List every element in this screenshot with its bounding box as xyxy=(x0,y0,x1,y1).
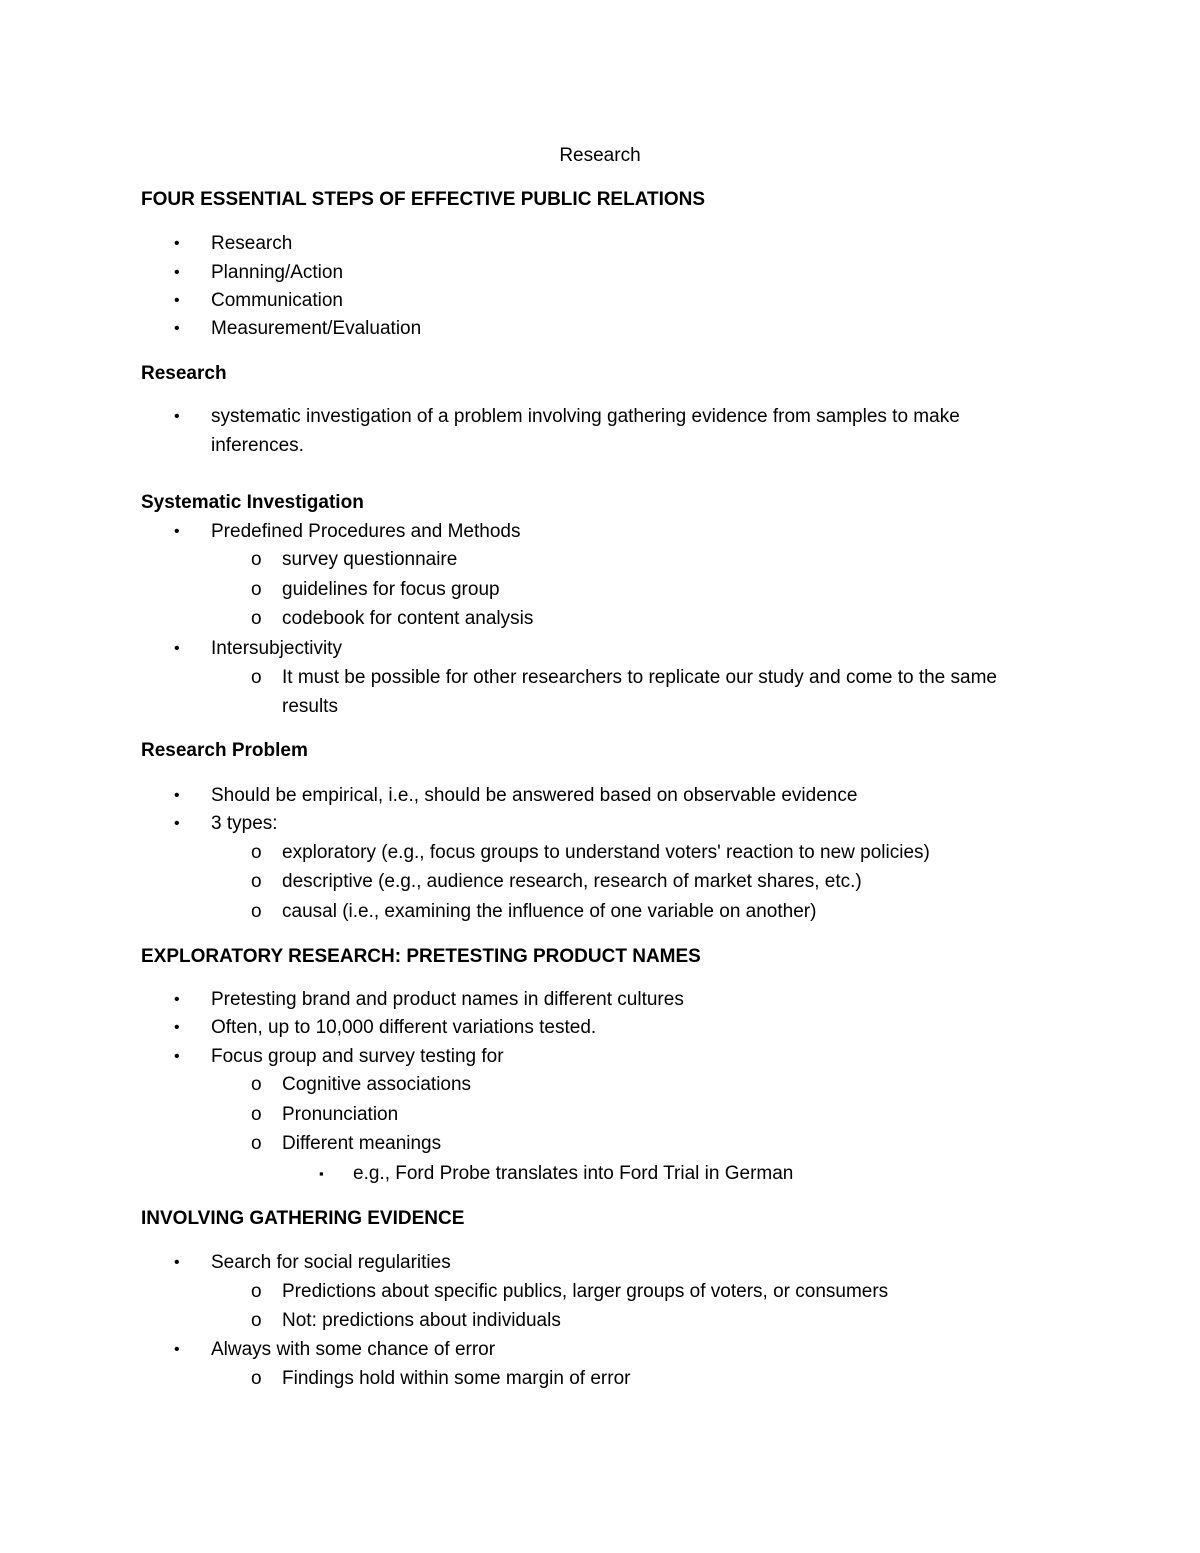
section-heading-four-steps: FOUR ESSENTIAL STEPS OF EFFECTIVE PUBLIC RELATIONS xyxy=(141,189,706,210)
list-item: Intersubjectivity xyxy=(211,638,342,659)
sub-bullet-icon: o xyxy=(251,549,262,570)
bullet-icon: • xyxy=(174,787,180,804)
sub-bullet-icon: o xyxy=(251,1368,262,1389)
bullet-icon: • xyxy=(174,408,180,425)
sub-bullet-icon: o xyxy=(251,608,262,629)
list-item: Often, up to 10,000 different variations tested. xyxy=(211,1017,597,1038)
sub-bullet-icon: o xyxy=(251,667,262,688)
sub-list-item: exploratory (e.g., focus groups to understand voters' reaction to new policies) xyxy=(282,842,930,863)
list-item-continuation: inferences. xyxy=(211,435,304,456)
list-item: Research xyxy=(211,233,293,254)
sub-list-item: survey questionnaire xyxy=(282,549,458,570)
sub-list-item: Different meanings xyxy=(282,1133,442,1154)
page-title: Research xyxy=(559,145,641,166)
section-heading-systematic-investigation: Systematic Investigation xyxy=(141,492,364,513)
list-item: Planning/Action xyxy=(211,262,344,283)
sub-bullet-icon: o xyxy=(251,901,262,922)
sub-list-item: descriptive (e.g., audience research, research of market shares, etc.) xyxy=(282,871,862,892)
list-item: systematic investigation of a problem involving gathering evidence from samples to make xyxy=(211,406,960,427)
bullet-icon: • xyxy=(174,292,180,309)
list-item: Predefined Procedures and Methods xyxy=(211,521,521,542)
sub-list-item: Predictions about specific publics, larger groups of voters, or consumers xyxy=(282,1281,889,1302)
section-heading-research: Research xyxy=(141,363,227,384)
sub-bullet-icon: o xyxy=(251,1310,262,1331)
bullet-icon: • xyxy=(174,235,180,252)
sub-list-item: Findings hold within some margin of error xyxy=(282,1368,631,1389)
list-item: Focus group and survey testing for xyxy=(211,1046,504,1067)
sub-bullet-icon: o xyxy=(251,1281,262,1302)
sub-list-item: causal (i.e., examining the influence of one variable on another) xyxy=(282,901,817,922)
sub-bullet-icon: o xyxy=(251,1133,262,1154)
sub-list-item: Pronunciation xyxy=(282,1104,399,1125)
bullet-icon: • xyxy=(174,523,180,540)
bullet-icon: • xyxy=(174,320,180,337)
sub-bullet-icon: o xyxy=(251,1104,262,1125)
square-bullet-icon: ▪ xyxy=(319,1166,324,1181)
bullet-icon: • xyxy=(174,640,180,657)
list-item: Measurement/Evaluation xyxy=(211,318,422,339)
sub-list-item-continuation: results xyxy=(282,696,338,717)
list-item: 3 types: xyxy=(211,813,278,834)
sub-bullet-icon: o xyxy=(251,579,262,600)
sub-bullet-icon: o xyxy=(251,842,262,863)
list-item: Always with some chance of error xyxy=(211,1339,496,1360)
sub-sub-list-item: e.g., Ford Probe translates into Ford Trial in German xyxy=(353,1163,794,1184)
sub-bullet-icon: o xyxy=(251,1074,262,1095)
list-item: Communication xyxy=(211,290,343,311)
section-heading-research-problem: Research Problem xyxy=(141,740,308,761)
list-item: Search for social regularities xyxy=(211,1252,451,1273)
sub-list-item: guidelines for focus group xyxy=(282,579,500,600)
sub-list-item: codebook for content analysis xyxy=(282,608,534,629)
sub-bullet-icon: o xyxy=(251,871,262,892)
section-heading-exploratory-research: EXPLORATORY RESEARCH: PRETESTING PRODUCT NAMES xyxy=(141,946,701,967)
list-item: Should be empirical, i.e., should be answered based on observable evidence xyxy=(211,785,858,806)
sub-list-item: Cognitive associations xyxy=(282,1074,472,1095)
bullet-icon: • xyxy=(174,264,180,281)
bullet-icon: • xyxy=(174,1254,180,1271)
bullet-icon: • xyxy=(174,815,180,832)
sub-list-item: Not: predictions about individuals xyxy=(282,1310,561,1331)
bullet-icon: • xyxy=(174,1341,180,1358)
bullet-icon: • xyxy=(174,991,180,1008)
bullet-icon: • xyxy=(174,1048,180,1065)
list-item: Pretesting brand and product names in different cultures xyxy=(211,989,684,1010)
sub-list-item: It must be possible for other researchers to replicate our study and come to the same xyxy=(282,667,997,688)
section-heading-gathering-evidence: INVOLVING GATHERING EVIDENCE xyxy=(141,1208,465,1229)
bullet-icon: • xyxy=(174,1019,180,1036)
